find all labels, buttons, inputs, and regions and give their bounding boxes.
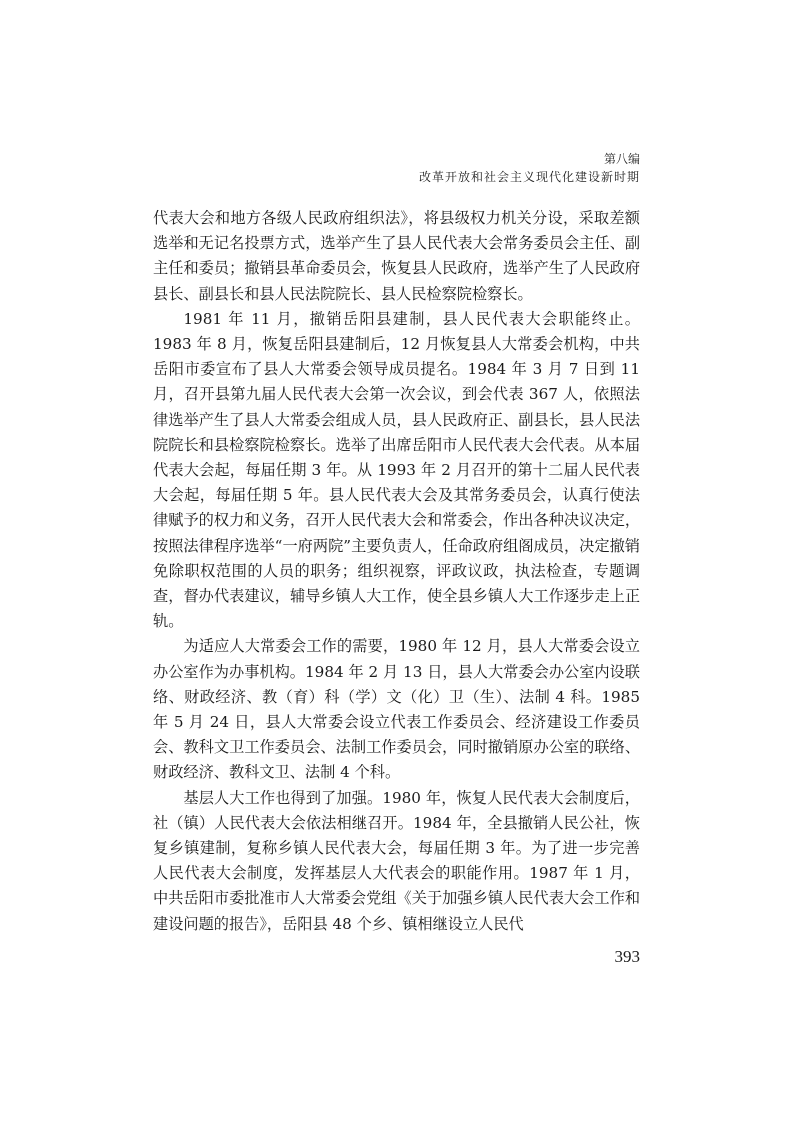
paragraph-continued: 代表大会和地方各级人民政府组织法》，将县级权力机关分设，采取差额选举和无记名投票方式，选举产生了县人民代表大会常务委员会主任、副主任和委员；撤销县革命委员会，恢复县人民政府，选举产生了人民政府县长、副县长和县人民法院院长、县人民检察院检察长。	[153, 209, 640, 303]
page-number: 393	[614, 947, 640, 966]
part-label: 第八编	[603, 152, 640, 166]
paragraph: 为适应人大常委会工作的需要，1980 年 12 月，县人大常委会设立办公室作为办事机构。1984 年 2 月 13 日，县人大常委会办公室内设联络、财政经济、教（育）科（学）文（化）卫（生）、法制 4 科。1985 年 5 月 24 日，县人大常委会设立代表工作委员会、经济建设工作委员会、教科文卫工作委员会、法制工作委员会，同时撤销原办公室的联络、财政经济、教科文卫、法制 4 个科。	[153, 637, 640, 782]
paragraph: 基层人大工作也得到了加强。1980 年，恢复人民代表大会制度后，社（镇）人民代表大会依法相继召开。1984 年，全县撤销人民公社，恢复乡镇建制，复称乡镇人民代表大会，每届任期 3 年。为了进一步完善人民代表大会制度，发挥基层人大代表会的职能作用。1987 年 1 月，中共岳阳市委批准市人大常委会党组《关于加强乡镇人民代表大会工作和建设问题的报告》，岳阳县 48 个乡、镇相继设立人民代	[153, 788, 640, 933]
paragraph: 1981 年 11 月，撤销岳阳县建制，县人民代表大会职能终止。1983 年 8 月，恢复岳阳县建制后，12 月恢复县人大常委会机构，中共岳阳市委宣布了县人大常委会领导成员提名。1984 年 3 月 7 日到 11 月，召开县第九届人民代表大会第一次会议，到会代表 367 人，依照法律选举产生了县人大常委会组成人员，县人民政府正、副县长，县人民法院院长和县检察院检察长。选举了出席岳阳市人民代表大会代表。从本届代表大会起，每届任期 3 年。从 1993 年 2 月召开的第十二届人民代表大会起，每届任期 5 年。县人民代表大会及其常务委员会，认真行使法律赋予的权力和义务，召开人民代表大会和常委会，作出各种决议决定，按照法律程序选举“一府两院”主要负责人，任命政府组阁成员，决定撤销免除职权范围的人员的职务；组织视察，评政议政，执法检查，专题调查，督办代表建议，辅导乡镇人大工作，使全县乡镇人大工作逐步走上正轨。	[153, 309, 640, 631]
body-text	[153, 206, 640, 937]
running-header	[419, 150, 640, 186]
part-title: 改革开放和社会主义现代化建设新时期	[418, 170, 640, 184]
